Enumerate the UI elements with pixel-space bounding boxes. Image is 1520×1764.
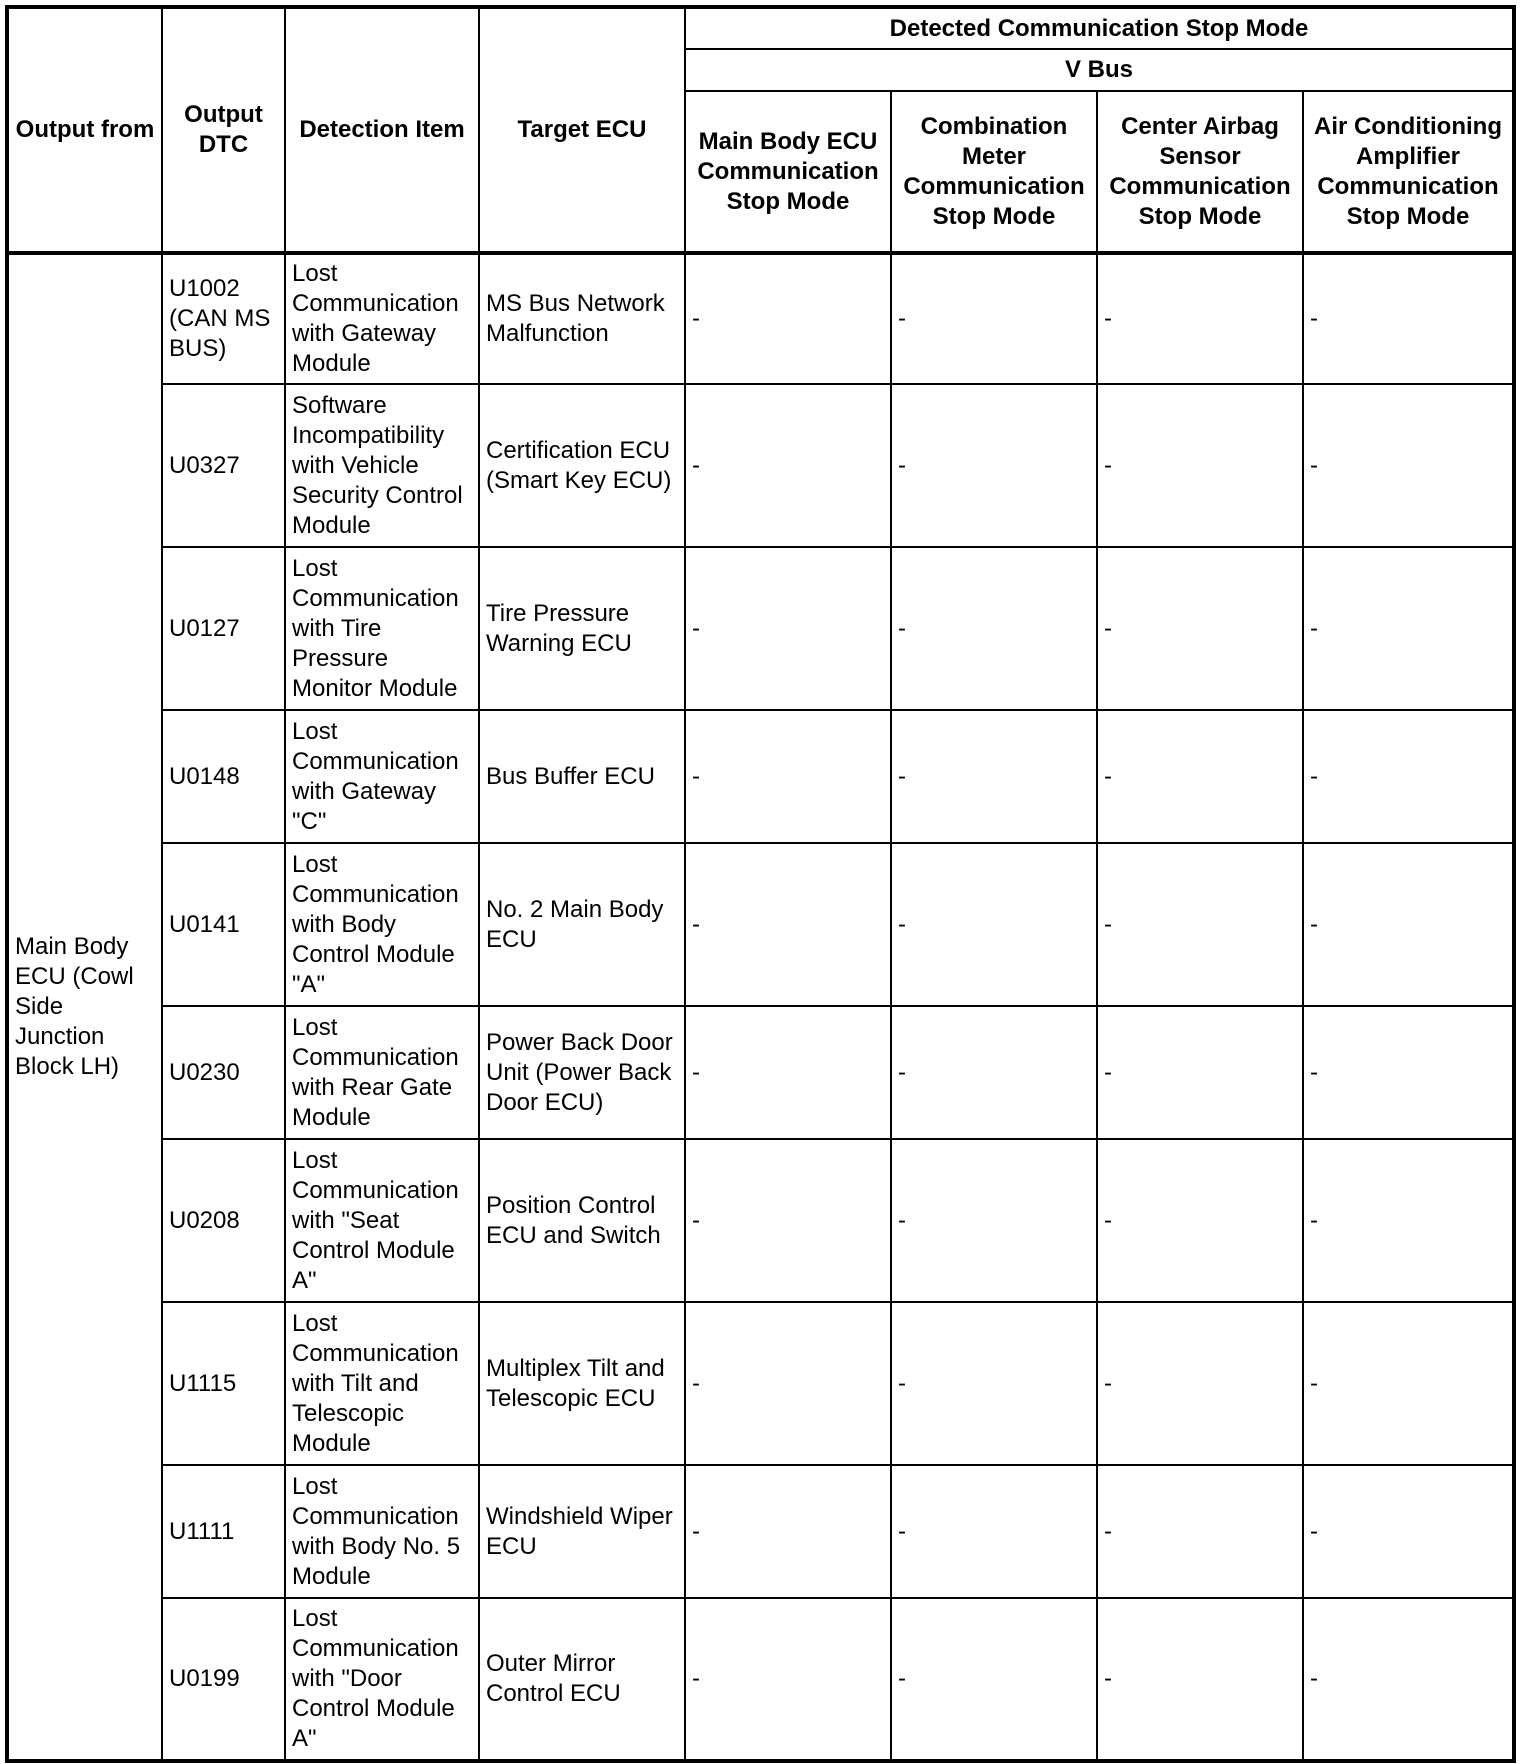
cell-mode-air-conditioning: - <box>1303 1465 1514 1598</box>
table-row <box>7 1465 1514 1598</box>
cell-detection-item: Lost Communication with Rear Gate Module <box>285 1006 479 1139</box>
cell-mode-combination-meter: - <box>891 253 1097 384</box>
cell-target-ecu: Position Control ECU and Switch <box>479 1139 685 1302</box>
cell-detection-item: Software Incompatibility with Vehicle Security Control Module <box>285 384 479 547</box>
cell-target-ecu: No. 2 Main Body ECU <box>479 843 685 1006</box>
table-row <box>7 384 1514 547</box>
header-target-ecu: Target ECU <box>479 7 685 253</box>
cell-dtc: U1115 <box>162 1302 285 1465</box>
cell-mode-center-airbag: - <box>1097 253 1303 384</box>
cell-dtc: U0199 <box>162 1598 285 1761</box>
cell-target-ecu: Outer Mirror Control ECU <box>479 1598 685 1761</box>
cell-mode-center-airbag: - <box>1097 1302 1303 1465</box>
cell-mode-air-conditioning: - <box>1303 1598 1514 1761</box>
cell-mode-combination-meter: - <box>891 1006 1097 1139</box>
header-output-dtc: Output DTC <box>162 7 285 253</box>
cell-dtc: U0127 <box>162 547 285 710</box>
cell-dtc: U1111 <box>162 1465 285 1598</box>
cell-mode-air-conditioning: - <box>1303 384 1514 547</box>
cell-mode-main-body: - <box>685 253 891 384</box>
table-body <box>7 253 1514 1761</box>
cell-mode-combination-meter: - <box>891 1302 1097 1465</box>
cell-mode-air-conditioning: - <box>1303 1006 1514 1139</box>
header-mode-main-body: Main Body ECU Communication Stop Mode <box>685 91 891 253</box>
cell-mode-main-body: - <box>685 547 891 710</box>
cell-dtc: U0148 <box>162 710 285 843</box>
cell-mode-air-conditioning: - <box>1303 1139 1514 1302</box>
cell-mode-air-conditioning: - <box>1303 547 1514 710</box>
cell-detection-item: Lost Communication with "Seat Control Module A" <box>285 1139 479 1302</box>
cell-target-ecu: MS Bus Network Malfunction <box>479 253 685 384</box>
cell-mode-center-airbag: - <box>1097 384 1303 547</box>
header-mode-air-conditioning: Air Conditioning Amplifier Communication Stop Mode <box>1303 91 1514 253</box>
header-group-title: Detected Communication Stop Mode <box>685 7 1514 49</box>
dtc-table <box>5 5 1516 1763</box>
cell-mode-air-conditioning: - <box>1303 710 1514 843</box>
table-row <box>7 1598 1514 1761</box>
cell-mode-center-airbag: - <box>1097 843 1303 1006</box>
table-row <box>7 547 1514 710</box>
cell-mode-center-airbag: - <box>1097 1598 1303 1761</box>
header-bus-title: V Bus <box>685 49 1514 91</box>
cell-mode-center-airbag: - <box>1097 1006 1303 1139</box>
cell-detection-item: Lost Communication with Gateway Module <box>285 253 479 384</box>
cell-mode-main-body: - <box>685 1006 891 1139</box>
cell-mode-air-conditioning: - <box>1303 253 1514 384</box>
cell-detection-item: Lost Communication with Tire Pressure Monitor Module <box>285 547 479 710</box>
table-row <box>7 710 1514 843</box>
cell-mode-combination-meter: - <box>891 1465 1097 1598</box>
header-mode-center-airbag: Center Airbag Sensor Communication Stop Mode <box>1097 91 1303 253</box>
header-output-from: Output from <box>7 7 162 253</box>
cell-detection-item: Lost Communication with Tilt and Telescopic Module <box>285 1302 479 1465</box>
table-header <box>7 7 1514 253</box>
cell-target-ecu: Power Back Door Unit (Power Back Door ECU) <box>479 1006 685 1139</box>
cell-mode-center-airbag: - <box>1097 1465 1303 1598</box>
cell-dtc: U0208 <box>162 1139 285 1302</box>
table-row <box>7 1302 1514 1465</box>
cell-dtc: U0141 <box>162 843 285 1006</box>
cell-mode-combination-meter: - <box>891 547 1097 710</box>
header-mode-combination-meter: Combination Meter Communication Stop Mode <box>891 91 1097 253</box>
cell-mode-combination-meter: - <box>891 843 1097 1006</box>
cell-mode-combination-meter: - <box>891 710 1097 843</box>
cell-mode-main-body: - <box>685 1598 891 1761</box>
cell-mode-main-body: - <box>685 384 891 547</box>
cell-target-ecu: Windshield Wiper ECU <box>479 1465 685 1598</box>
table-row <box>7 843 1514 1006</box>
cell-mode-main-body: - <box>685 710 891 843</box>
cell-target-ecu: Tire Pressure Warning ECU <box>479 547 685 710</box>
cell-mode-air-conditioning: - <box>1303 843 1514 1006</box>
cell-detection-item: Lost Communication with Body Control Module "A" <box>285 843 479 1006</box>
cell-target-ecu: Multiplex Tilt and Telescopic ECU <box>479 1302 685 1465</box>
cell-target-ecu: Bus Buffer ECU <box>479 710 685 843</box>
cell-mode-combination-meter: - <box>891 1598 1097 1761</box>
cell-output-from: Main Body ECU (Cowl Side Junction Block LH) <box>7 253 162 1761</box>
cell-mode-main-body: - <box>685 1139 891 1302</box>
cell-dtc: U1002 (CAN MS BUS) <box>162 253 285 384</box>
cell-mode-combination-meter: - <box>891 1139 1097 1302</box>
cell-mode-center-airbag: - <box>1097 1139 1303 1302</box>
cell-mode-main-body: - <box>685 1302 891 1465</box>
cell-mode-combination-meter: - <box>891 384 1097 547</box>
cell-detection-item: Lost Communication with Gateway "C" <box>285 710 479 843</box>
cell-detection-item: Lost Communication with "Door Control Module A" <box>285 1598 479 1761</box>
table-row <box>7 1006 1514 1139</box>
cell-mode-air-conditioning: - <box>1303 1302 1514 1465</box>
header-detection-item: Detection Item <box>285 7 479 253</box>
cell-mode-center-airbag: - <box>1097 547 1303 710</box>
cell-dtc: U0327 <box>162 384 285 547</box>
cell-mode-main-body: - <box>685 843 891 1006</box>
cell-target-ecu: Certification ECU (Smart Key ECU) <box>479 384 685 547</box>
table-row <box>7 1139 1514 1302</box>
cell-dtc: U0230 <box>162 1006 285 1139</box>
table-row <box>7 253 1514 384</box>
cell-mode-center-airbag: - <box>1097 710 1303 843</box>
cell-detection-item: Lost Communication with Body No. 5 Module <box>285 1465 479 1598</box>
cell-mode-main-body: - <box>685 1465 891 1598</box>
